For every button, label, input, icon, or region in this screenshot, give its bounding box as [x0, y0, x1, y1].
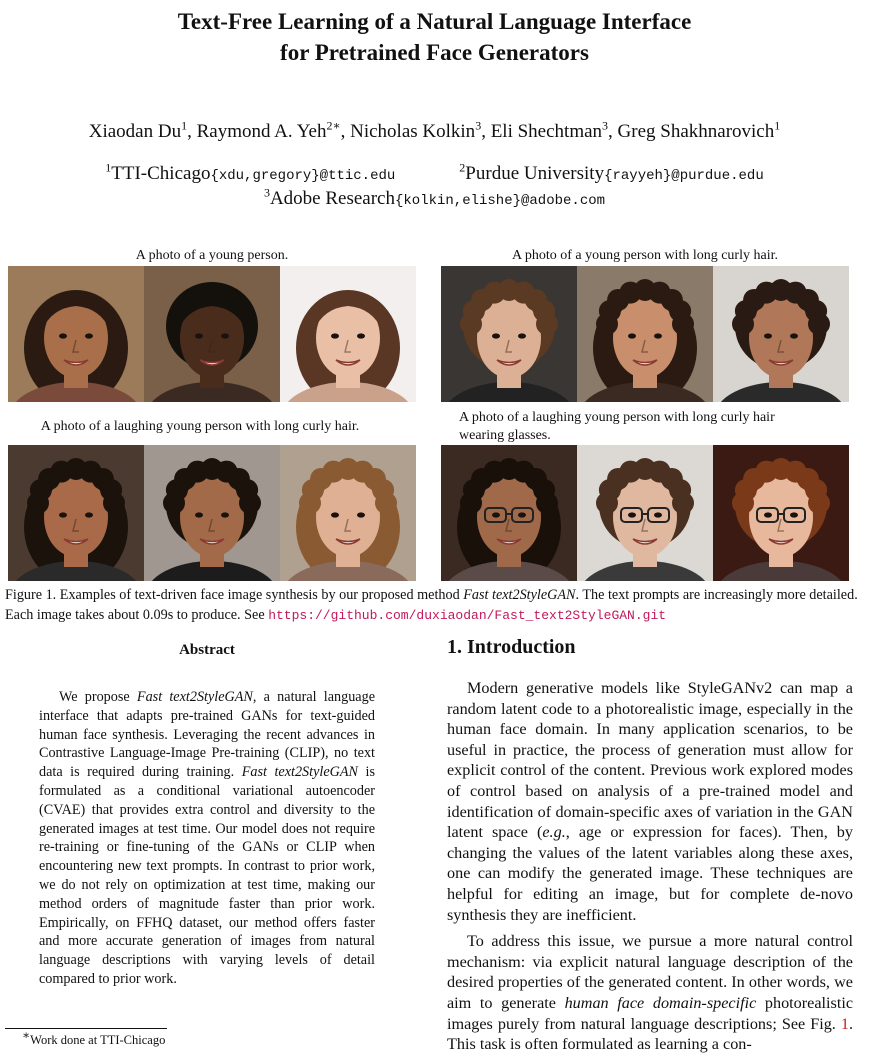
footnote-mark: ∗: [22, 1027, 31, 1042]
face-image: [8, 445, 144, 581]
face-image: [144, 445, 280, 581]
affiliation-name: TTI-Chicago: [111, 163, 211, 184]
affiliation-email: {xdu,gregory}@ttic.edu: [210, 168, 396, 184]
affiliation-email: {rayyeh}@purdue.edu: [604, 168, 764, 184]
face-illustration: [577, 445, 713, 581]
face-image: [713, 266, 849, 402]
affiliation-name: Adobe Research: [269, 188, 395, 209]
author-name: Raymond A. Yeh: [196, 121, 327, 142]
intro-emphasis: human face domain-specific: [564, 993, 757, 1012]
face-image: [713, 445, 849, 581]
face-image: [577, 445, 713, 581]
author-list: Xiaodan Du$^1$, Raymond A. Yeh$^{2∗}$, Nicholas Kolkin$^3$, Eli Shechtman$^3$, Greg Shakhnarovich$^1$: [88, 118, 781, 142]
face-illustration: [144, 266, 280, 402]
author-mark: 2∗: [326, 118, 341, 133]
abstract-text: is formulated as a conditional variational autoencoder (CVAE) that provides extra control and diversity to the generated images at test time. Our model does not require re-training or fine-tuning of the GANs or CLIP when encountering new text prompts. In contrast to prior work, we do not rely on optimization at test time, making our method orders of magnitude faster than prior work. Empirically, on FFHQ dataset, our method offers faster and more accurate generation of images from natural language descriptions with varying levels of detail compared to prior work.: [39, 764, 376, 987]
abstract-method: Fast text2StyleGAN: [136, 689, 253, 705]
figure-caption-text: Figure 1. Examples of text-driven face image synthesis by our proposed method: [5, 587, 464, 603]
face-illustration: [144, 445, 280, 581]
face-illustration: [713, 445, 849, 581]
face-grid-panel-2: [441, 266, 849, 402]
abstract-text: We propose: [59, 689, 137, 705]
face-illustration: [280, 445, 416, 581]
intro-text: . This task is often formulated as learning a con-: [447, 1014, 853, 1054]
affiliation-email: {kolkin,elishe}@adobe.com: [394, 193, 606, 209]
title-line-2: for Pretrained Face Generators: [280, 40, 589, 65]
author-name: Eli Shechtman: [490, 121, 603, 142]
face-illustration: [441, 445, 577, 581]
face-illustration: [441, 266, 577, 402]
paper-title: [0, 6, 869, 68]
author-name: Nicholas Kolkin: [350, 121, 476, 142]
panel-caption-4: A photo of a laughing young person with long curly hair wearing glasses.: [459, 410, 775, 443]
footnote: [22, 1027, 166, 1048]
intro-text: To address this issue, we pursue a more natural control mechanism: via explicit natural language description of the desired properties of the generated content. In other words, we aim to generate: [447, 932, 853, 1012]
face-image: [280, 445, 416, 581]
figure-caption-text: . The text prompts are increasingly more detailed. Each image takes about 0.09s to produce. See: [5, 587, 858, 623]
intro-text: Modern generative models like StyleGANv2 can map a random latent code to a photorealistic image, especially in the human face domain. In many application scenarios, to be useful in practice, the process of generation must allow for explicit control of the content. Previous work explored modes of control based on analysis of a pre-trained model and identification of domain-specific axes of variation in the GAN latent space (: [447, 679, 853, 842]
footnote-text: Work done at TTI-Chicago: [30, 1033, 166, 1047]
intro-eg: e.g.: [542, 823, 566, 842]
face-image: [441, 266, 577, 402]
face-grid-panel-1: [8, 266, 416, 402]
title-line-1: Text-Free Learning of a Natural Language Interface: [177, 9, 692, 34]
face-illustration: [713, 266, 849, 402]
affiliation-mark: 1: [105, 160, 112, 175]
author-mark: 3: [602, 118, 609, 133]
intro-text: , age or expression for faces). Then, by changing the values of the latent variables along these axes, one can modify the generated image. These techniques are helpful for editing an image, but for complete de-novo synthesis they are inefficient.: [447, 823, 853, 924]
author-mark: 1: [181, 118, 188, 133]
author-mark: 1: [774, 118, 781, 133]
affiliations-row-2: [0, 185, 869, 210]
face-image: [280, 266, 416, 402]
section-heading-introduction: 1. Introduction: [447, 636, 576, 658]
figure-caption: [5, 586, 863, 625]
face-grid-panel-3: [8, 445, 416, 581]
face-grid-panel-4: [441, 445, 849, 581]
face-illustration: [8, 266, 144, 402]
introduction-body: [447, 678, 853, 1061]
author-name: Greg Shakhnarovich: [617, 121, 775, 142]
abstract-heading: Abstract: [179, 642, 235, 658]
author-mark: 3: [475, 118, 482, 133]
face-image: [441, 445, 577, 581]
face-image: [8, 266, 144, 402]
abstract-text: , a natural language interface that adapts pre-trained GANs for text-guided human face synthesis. Leveraging the recent advances in Contrastive Language-Image Pre-training (CLIP), no text data is required during training.: [39, 689, 375, 781]
abstract-body: [39, 688, 375, 989]
face-image: [144, 266, 280, 402]
panel-caption-1: A photo of a young person.: [135, 248, 289, 263]
figure-ref-link[interactable]: 1: [840, 1014, 849, 1033]
intro-text: photorealistic images purely from natural language descriptions; See Fig.: [447, 993, 854, 1033]
affiliations-row-1: [0, 160, 869, 185]
face-illustration: [280, 266, 416, 402]
affiliation-mark: 3: [263, 185, 270, 200]
affiliation-name: Purdue University: [465, 163, 605, 184]
abstract-method: Fast text2StyleGAN: [241, 764, 359, 781]
face-image: [577, 266, 713, 402]
panel-caption-2: A photo of a young person with long curly hair.: [512, 248, 778, 263]
panel-caption-3: A photo of a laughing young person with long curly hair.: [40, 419, 360, 434]
github-link[interactable]: https://github.com/duxiaodan/Fast_text2StyleGAN.git: [268, 607, 667, 623]
figure-caption-method: Fast text2StyleGAN: [463, 587, 576, 603]
face-illustration: [577, 266, 713, 402]
author-name: Xiaodan Du: [88, 121, 182, 142]
affiliation-mark: 2: [459, 160, 466, 175]
face-illustration: [8, 445, 144, 581]
